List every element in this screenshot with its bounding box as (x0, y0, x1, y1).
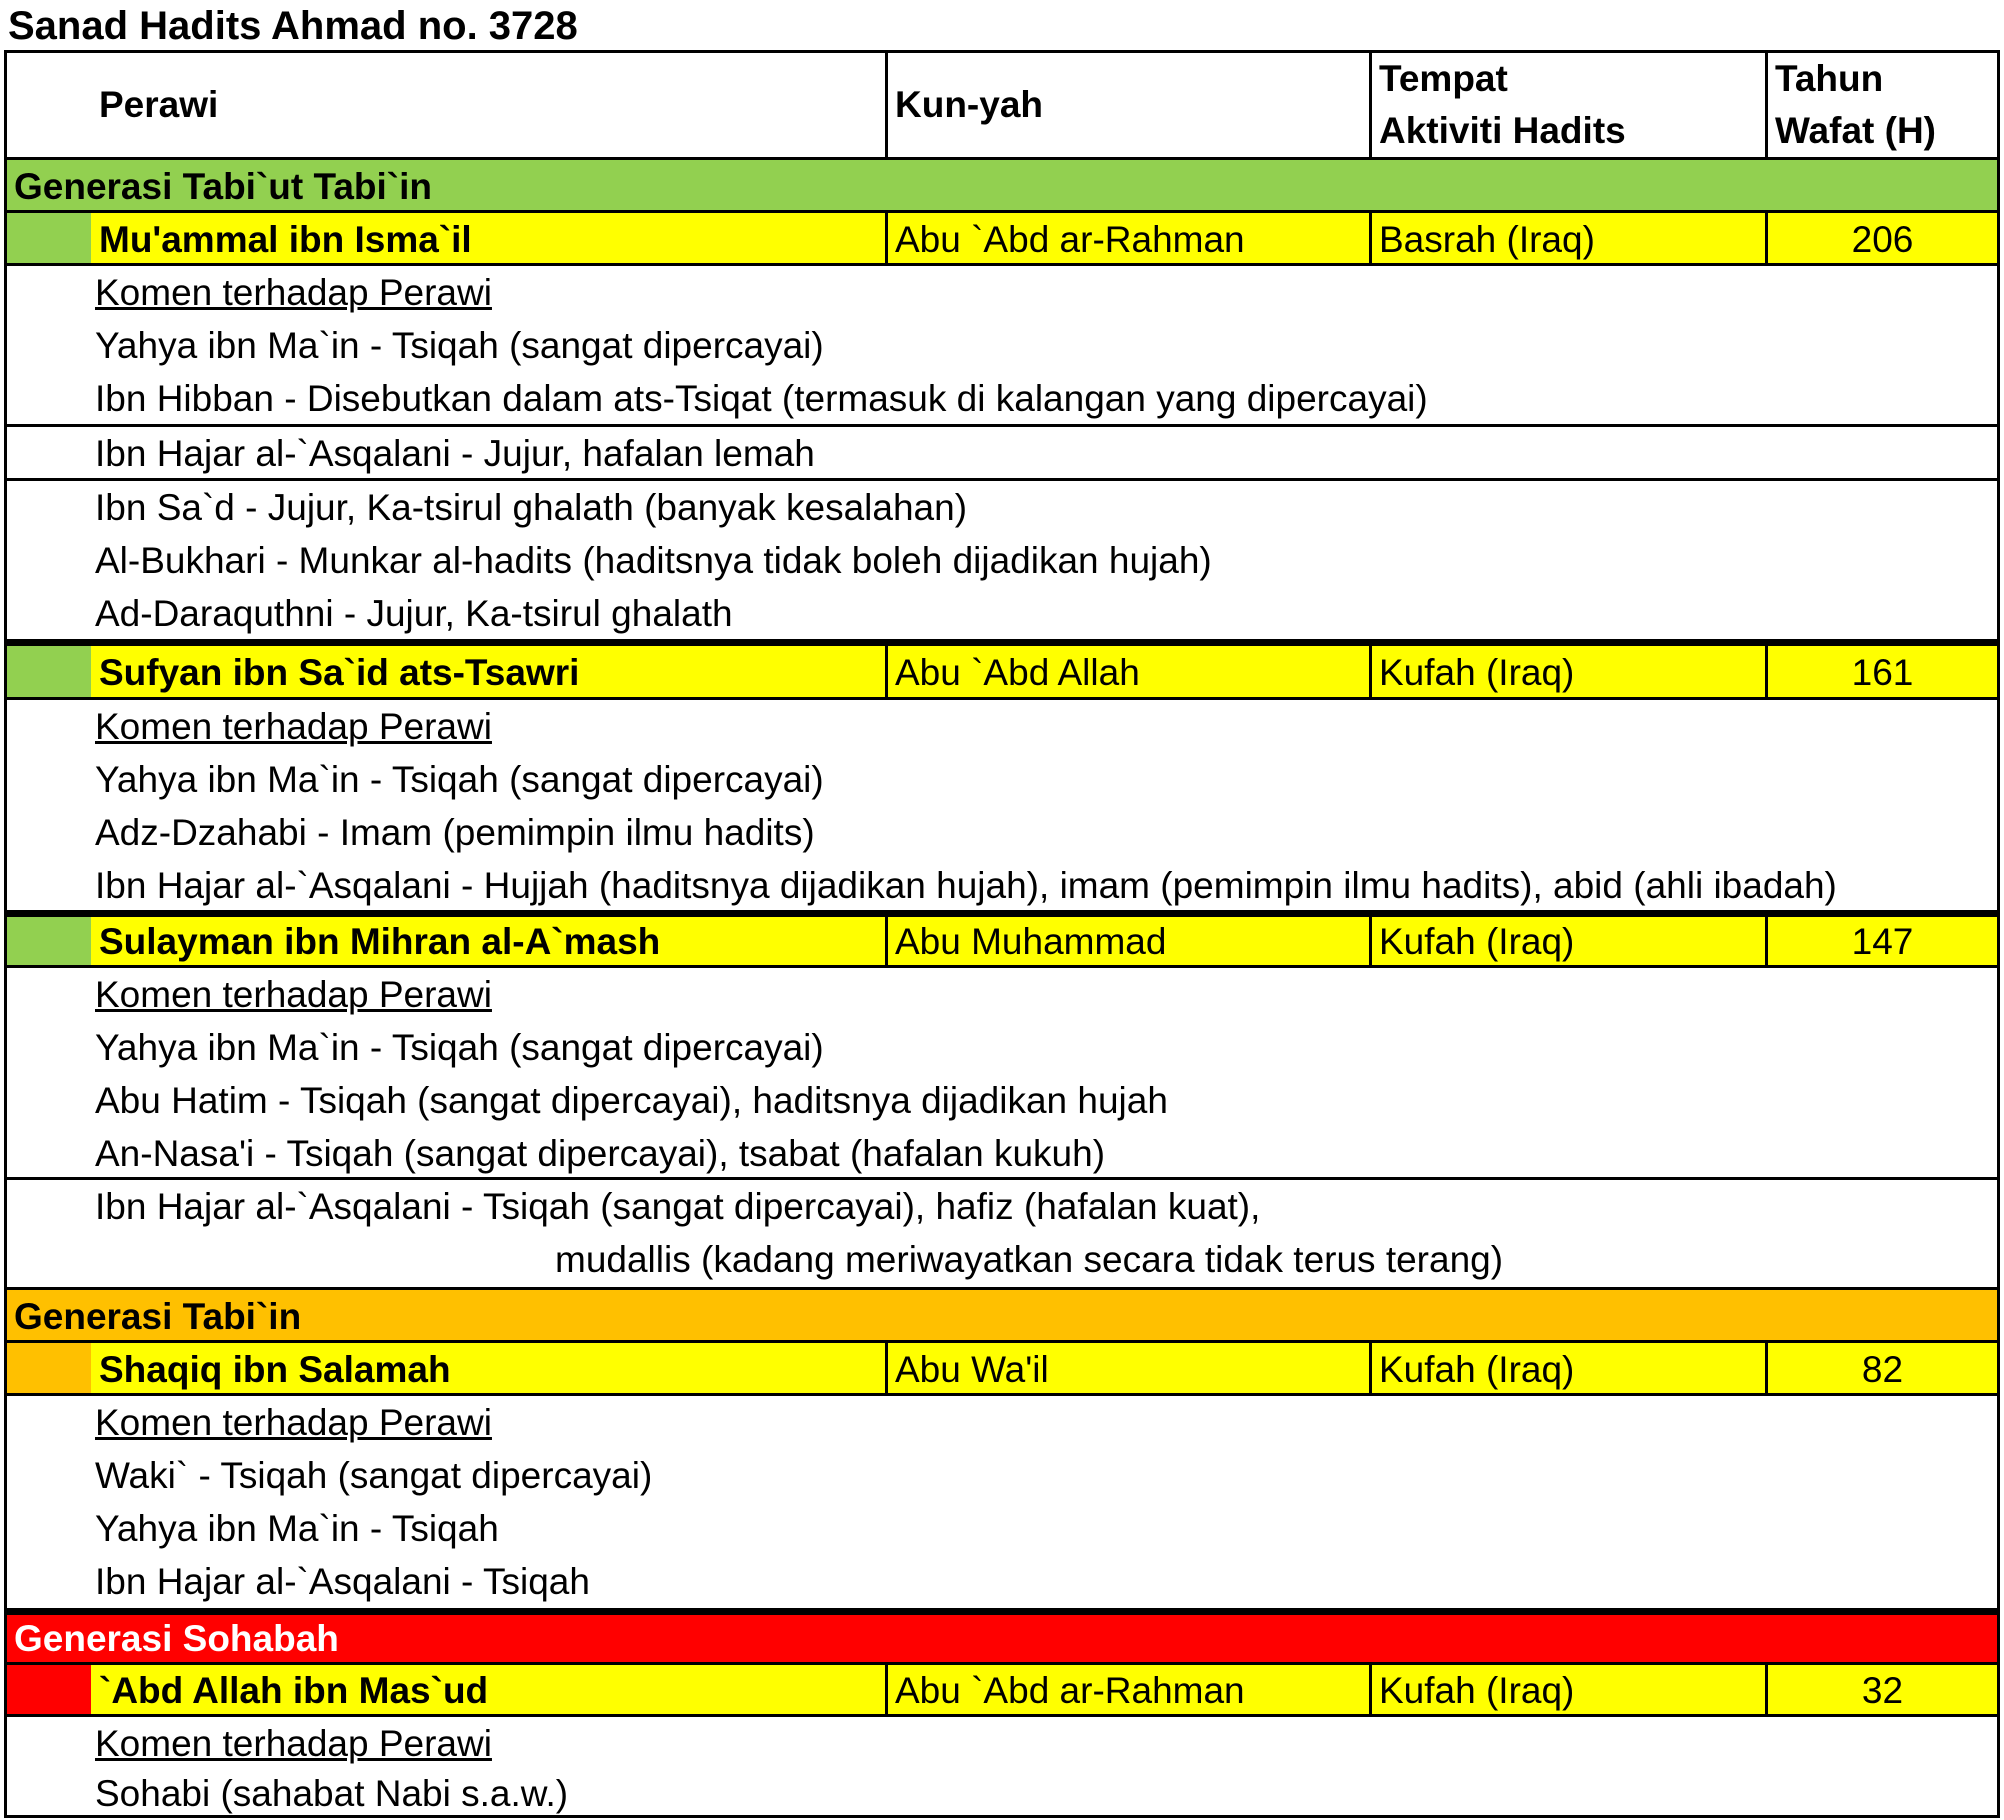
perawi-tempat: Kufah (Iraq) (1369, 917, 1765, 965)
comment-block (7, 1717, 1997, 1815)
perawi-kunyah: Abu `Abd ar-Rahman (885, 213, 1369, 263)
generation-row-tabiin: Generasi Tabi`in (7, 1290, 1997, 1343)
comment-block (7, 266, 1997, 427)
perawi-wafat: 147 (1765, 917, 1997, 965)
perawi-kunyah: Abu Muhammad (885, 917, 1369, 965)
comment-line: Ibn Hajar al-`Asqalani - Tsiqah (sangat dipercayai), hafiz (hafalan kuat), (95, 1186, 1261, 1227)
comment-heading: Komen terhadap Perawi (95, 1723, 492, 1764)
header-tempat-line1: Tempat (1379, 58, 1508, 99)
header-perawi: Perawi (99, 84, 219, 125)
comment-line: Waki` - Tsiqah (sangat dipercayai) (95, 1455, 653, 1496)
header-tahun-line1: Tahun (1775, 58, 1884, 99)
generation-row-sohabah: Generasi Sohabah (7, 1615, 1997, 1665)
perawi-row (7, 646, 1997, 700)
comment-block (7, 481, 1997, 646)
comment-line: Sohabi (sahabat Nabi s.a.w.) (95, 1773, 569, 1814)
comment-block (7, 1396, 1997, 1615)
generation-row-tabiut-tabiin: Generasi Tabi`ut Tabi`in (7, 160, 1997, 213)
perawi-name: Sulayman ibn Mihran al-A`mash (99, 921, 661, 962)
comment-block (7, 700, 1997, 917)
perawi-tempat: Basrah (Iraq) (1369, 213, 1765, 263)
comment-line: Ibn Hajar al-`Asqalani - Jujur, hafalan lemah (95, 433, 815, 474)
perawi-wafat: 206 (1765, 213, 1997, 263)
perawi-kunyah: Abu `Abd Allah (885, 646, 1369, 697)
comment-line: An-Nasa'i - Tsiqah (sangat dipercayai), tsabat (hafalan kukuh) (95, 1133, 1106, 1174)
comment-line: Ibn Hibban - Disebutkan dalam ats-Tsiqat (termasuk di kalangan yang dipercayai) (95, 378, 1428, 419)
table-header (7, 53, 1997, 160)
header-tempat-line2: Aktiviti Hadits (1379, 110, 1626, 151)
header-tahun-line2: Wafat (H) (1775, 110, 1936, 151)
perawi-name: `Abd Allah ibn Mas`ud (99, 1670, 489, 1711)
comment-line: Ibn Sa`d - Jujur, Ka-tsirul ghalath (banyak kesalahan) (95, 487, 968, 528)
comment-line: Yahya ibn Ma`in - Tsiqah (95, 1508, 499, 1549)
perawi-row (7, 213, 1997, 266)
comment-line: mudallis (kadang meriwayatkan secara tidak terus terang) (555, 1239, 1504, 1280)
comment-line: Ibn Hajar al-`Asqalani - Hujjah (haditsnya dijadikan hujah), imam (pemimpin ilmu hadits), abid (ahli ibadah) (95, 865, 1837, 906)
generation-swatch (7, 1665, 91, 1714)
comment-line: Adz-Dzahabi - Imam (pemimpin ilmu hadits) (95, 812, 815, 853)
perawi-tempat: Kufah (Iraq) (1369, 1665, 1765, 1714)
perawi-row (7, 1665, 1997, 1717)
sanad-table (4, 50, 2000, 1818)
page-title: Sanad Hadits Ahmad no. 3728 (8, 4, 578, 48)
perawi-tempat: Kufah (Iraq) (1369, 646, 1765, 697)
comment-line: Ibn Hajar al-`Asqalani - Tsiqah (95, 1561, 590, 1602)
header-tempat (1369, 53, 1765, 157)
generation-swatch (7, 213, 91, 263)
perawi-name: Sufyan ibn Sa`id ats-Tsawri (99, 652, 580, 693)
perawi-wafat: 32 (1765, 1665, 1997, 1714)
comment-block (7, 1180, 1997, 1290)
generation-swatch (7, 646, 91, 697)
comment-line: Yahya ibn Ma`in - Tsiqah (sangat dipercayai) (95, 1027, 824, 1068)
comment-line: Al-Bukhari - Munkar al-hadits (haditsnya tidak boleh dijadikan hujah) (95, 540, 1212, 581)
comment-heading: Komen terhadap Perawi (95, 706, 492, 747)
perawi-wafat: 161 (1765, 646, 1997, 697)
generation-swatch (7, 1343, 91, 1393)
comment-line: Abu Hatim - Tsiqah (sangat dipercayai), haditsnya dijadikan hujah (95, 1080, 1168, 1121)
perawi-name: Shaqiq ibn Salamah (99, 1349, 451, 1390)
perawi-tempat: Kufah (Iraq) (1369, 1343, 1765, 1393)
comment-line: Ad-Daraquthni - Jujur, Ka-tsirul ghalath (95, 593, 733, 634)
perawi-wafat: 82 (1765, 1343, 1997, 1393)
comment-heading: Komen terhadap Perawi (95, 974, 492, 1015)
comment-block (7, 968, 1997, 1180)
perawi-row (7, 917, 1997, 968)
comment-block (7, 427, 1997, 481)
header-kunyah: Kun-yah (885, 53, 1369, 157)
perawi-kunyah: Abu `Abd ar-Rahman (885, 1665, 1369, 1714)
comment-line: Yahya ibn Ma`in - Tsiqah (sangat dipercayai) (95, 759, 824, 800)
header-tahun (1765, 53, 1997, 157)
comment-line: Yahya ibn Ma`in - Tsiqah (sangat dipercayai) (95, 325, 824, 366)
perawi-row (7, 1343, 1997, 1396)
perawi-kunyah: Abu Wa'il (885, 1343, 1369, 1393)
perawi-name: Mu'ammal ibn Isma`il (99, 219, 472, 260)
comment-heading: Komen terhadap Perawi (95, 272, 492, 313)
comment-heading: Komen terhadap Perawi (95, 1402, 492, 1443)
generation-swatch (7, 917, 91, 965)
